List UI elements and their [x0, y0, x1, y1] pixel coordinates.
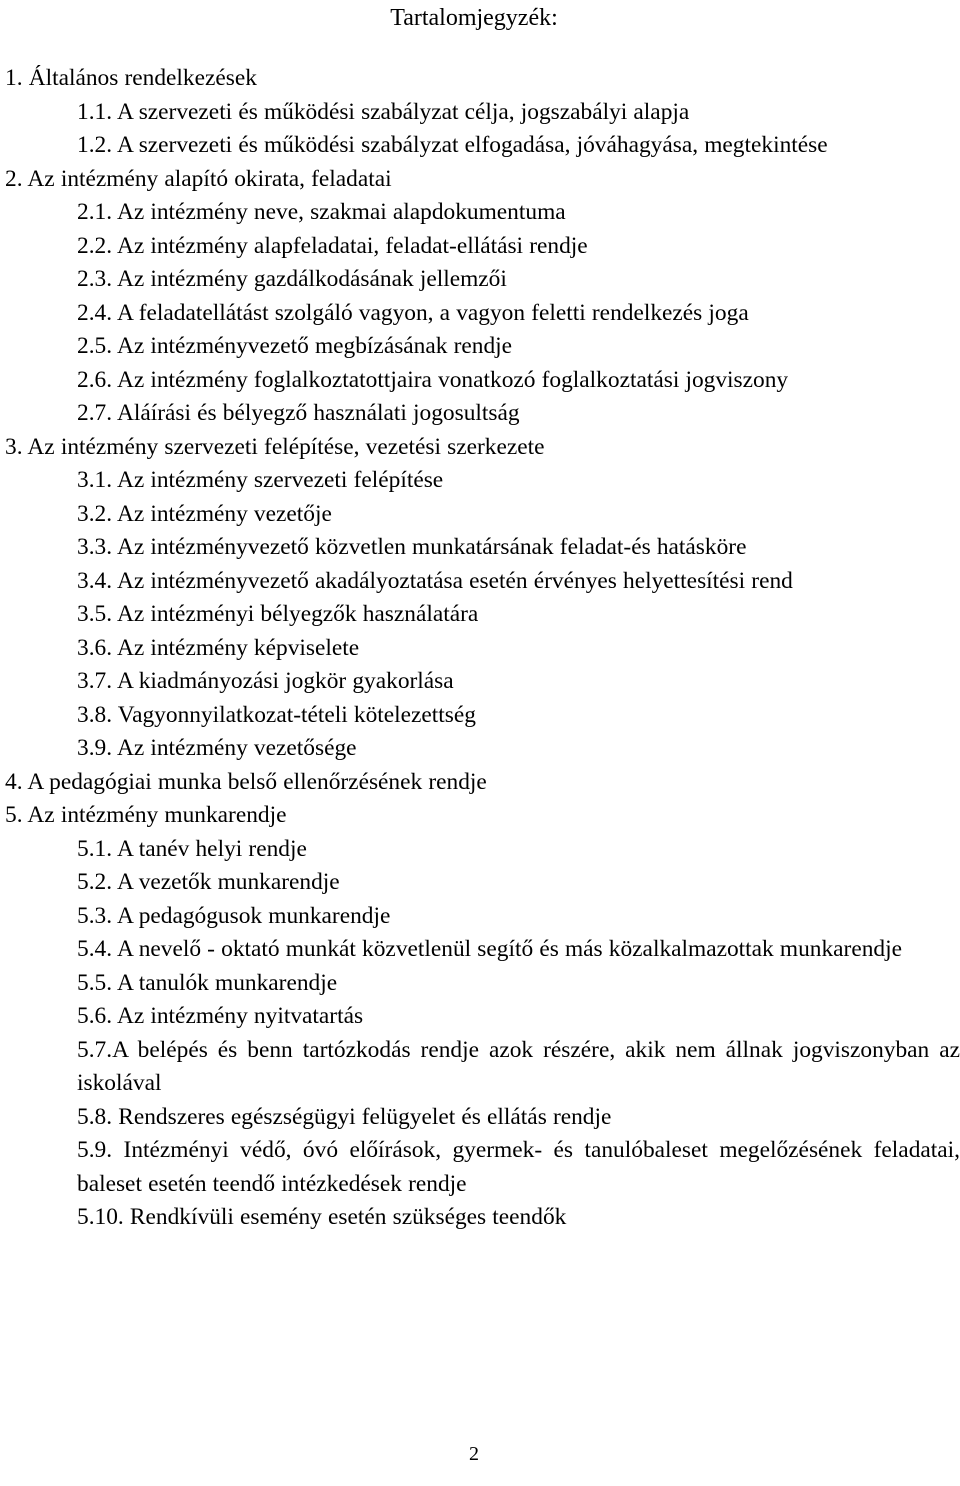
toc-entry[interactable]: 2.2. Az intézmény alapfeladatai, feladat-ellátási rendje — [77, 232, 588, 259]
toc-entry[interactable]: 3. Az intézmény szervezeti felépítése, vezetési szerkezete — [5, 433, 545, 460]
toc-entry[interactable]: 5.10. Rendkívüli esemény esetén szükséges teendők — [77, 1204, 567, 1230]
toc-entry[interactable]: 3.2. Az intézmény vezetője — [77, 500, 332, 527]
toc-entry[interactable]: 2.7. Aláírási és bélyegző használati jogosultság — [77, 400, 520, 426]
toc-entry[interactable]: 3.7. A kiadmányozási jogkör gyakorlása — [77, 668, 454, 694]
toc-entry[interactable]: 3.1. Az intézmény szervezeti felépítése — [77, 467, 444, 493]
toc-entry[interactable]: 2.5. Az intézményvezető megbízásának rendje — [77, 333, 513, 359]
toc-entry[interactable]: 2.3. Az intézmény gazdálkodásának jellemzői — [77, 266, 507, 292]
toc-entry-text: 1.2. A szervezeti és működési szabályzat elfogadása, jóváhagyása, megtekintése — [77, 132, 828, 158]
toc-entry[interactable] — [5, 129, 960, 163]
toc-entry[interactable]: 2.6. Az intézmény foglalkoztatottjaira vonatkozó foglalkoztatási jogviszony — [77, 366, 789, 393]
toc-entry[interactable]: 3.4. Az intézményvezető akadályoztatása esetén érvényes helyettesítési rend — [77, 567, 793, 594]
toc-entry[interactable]: 5.4. A nevelő - oktató munkát közvetlenül segítő és más közalkalmazottak munkarendje — [77, 936, 902, 962]
toc-entry[interactable]: 5.2. A vezetők munkarendje — [77, 869, 340, 895]
toc-entry[interactable]: 1.1. A szervezeti és működési szabályzat célja, jogszabályi alapja — [77, 98, 690, 125]
toc-entry[interactable]: 5.7.A belépés és benn tartózkodás rendje azok részére, akik nem állnak jogviszonyban az iskolával — [77, 1036, 960, 1096]
toc-entry[interactable]: 5.1. A tanév helyi rendje — [77, 835, 307, 862]
toc-entry[interactable]: 2.1. Az intézmény neve, szakmai alapdokumentuma — [77, 199, 566, 225]
toc-entry[interactable]: 3.9. Az intézmény vezetősége — [77, 735, 357, 761]
toc-entry[interactable]: 3.3. Az intézményvezető közvetlen munkatársának feladat-és hatásköre — [77, 534, 747, 560]
toc-entry[interactable]: 5.9. Intézményi védő, óvó előírások, gyermek- és tanulóbaleset megelőzésének feladatai, baleset esetén teendő intézkedések rendje — [77, 1137, 960, 1197]
page-title: Tartalomjegyzék: — [390, 5, 558, 31]
toc-entry[interactable]: 3.6. Az intézmény képviselete — [77, 634, 360, 661]
toc-entry[interactable]: 2.4. A feladatellátást szolgáló vagyon, a vagyon feletti rendelkezés joga — [77, 299, 749, 326]
toc-entry[interactable]: 5.6. Az intézmény nyitvatartás — [77, 1003, 364, 1029]
toc-entry[interactable]: 1. Általános rendelkezések — [5, 65, 257, 91]
toc-entry[interactable]: 5.5. A tanulók munkarendje — [77, 969, 338, 996]
toc-entry[interactable]: 5.8. Rendszeres egészségügyi felügyelet és ellátás rendje — [77, 1103, 612, 1130]
toc-entry[interactable]: 3.5. Az intézményi bélyegzők használatára — [77, 601, 479, 627]
toc-entry[interactable]: 3.8. Vagyonnyilatkozat-tételi kötelezettség — [77, 701, 476, 728]
table-of-contents — [0, 62, 960, 1235]
toc-entry[interactable]: 5.3. A pedagógusok munkarendje — [77, 902, 391, 929]
page-number: 2 — [469, 1443, 479, 1465]
toc-entry[interactable]: 5. Az intézmény munkarendje — [5, 802, 287, 828]
toc-entry[interactable]: 4. A pedagógiai munka belső ellenőrzésének rendje — [5, 768, 487, 795]
toc-entry[interactable]: 2. Az intézmény alapító okirata, feladatai — [5, 165, 392, 192]
